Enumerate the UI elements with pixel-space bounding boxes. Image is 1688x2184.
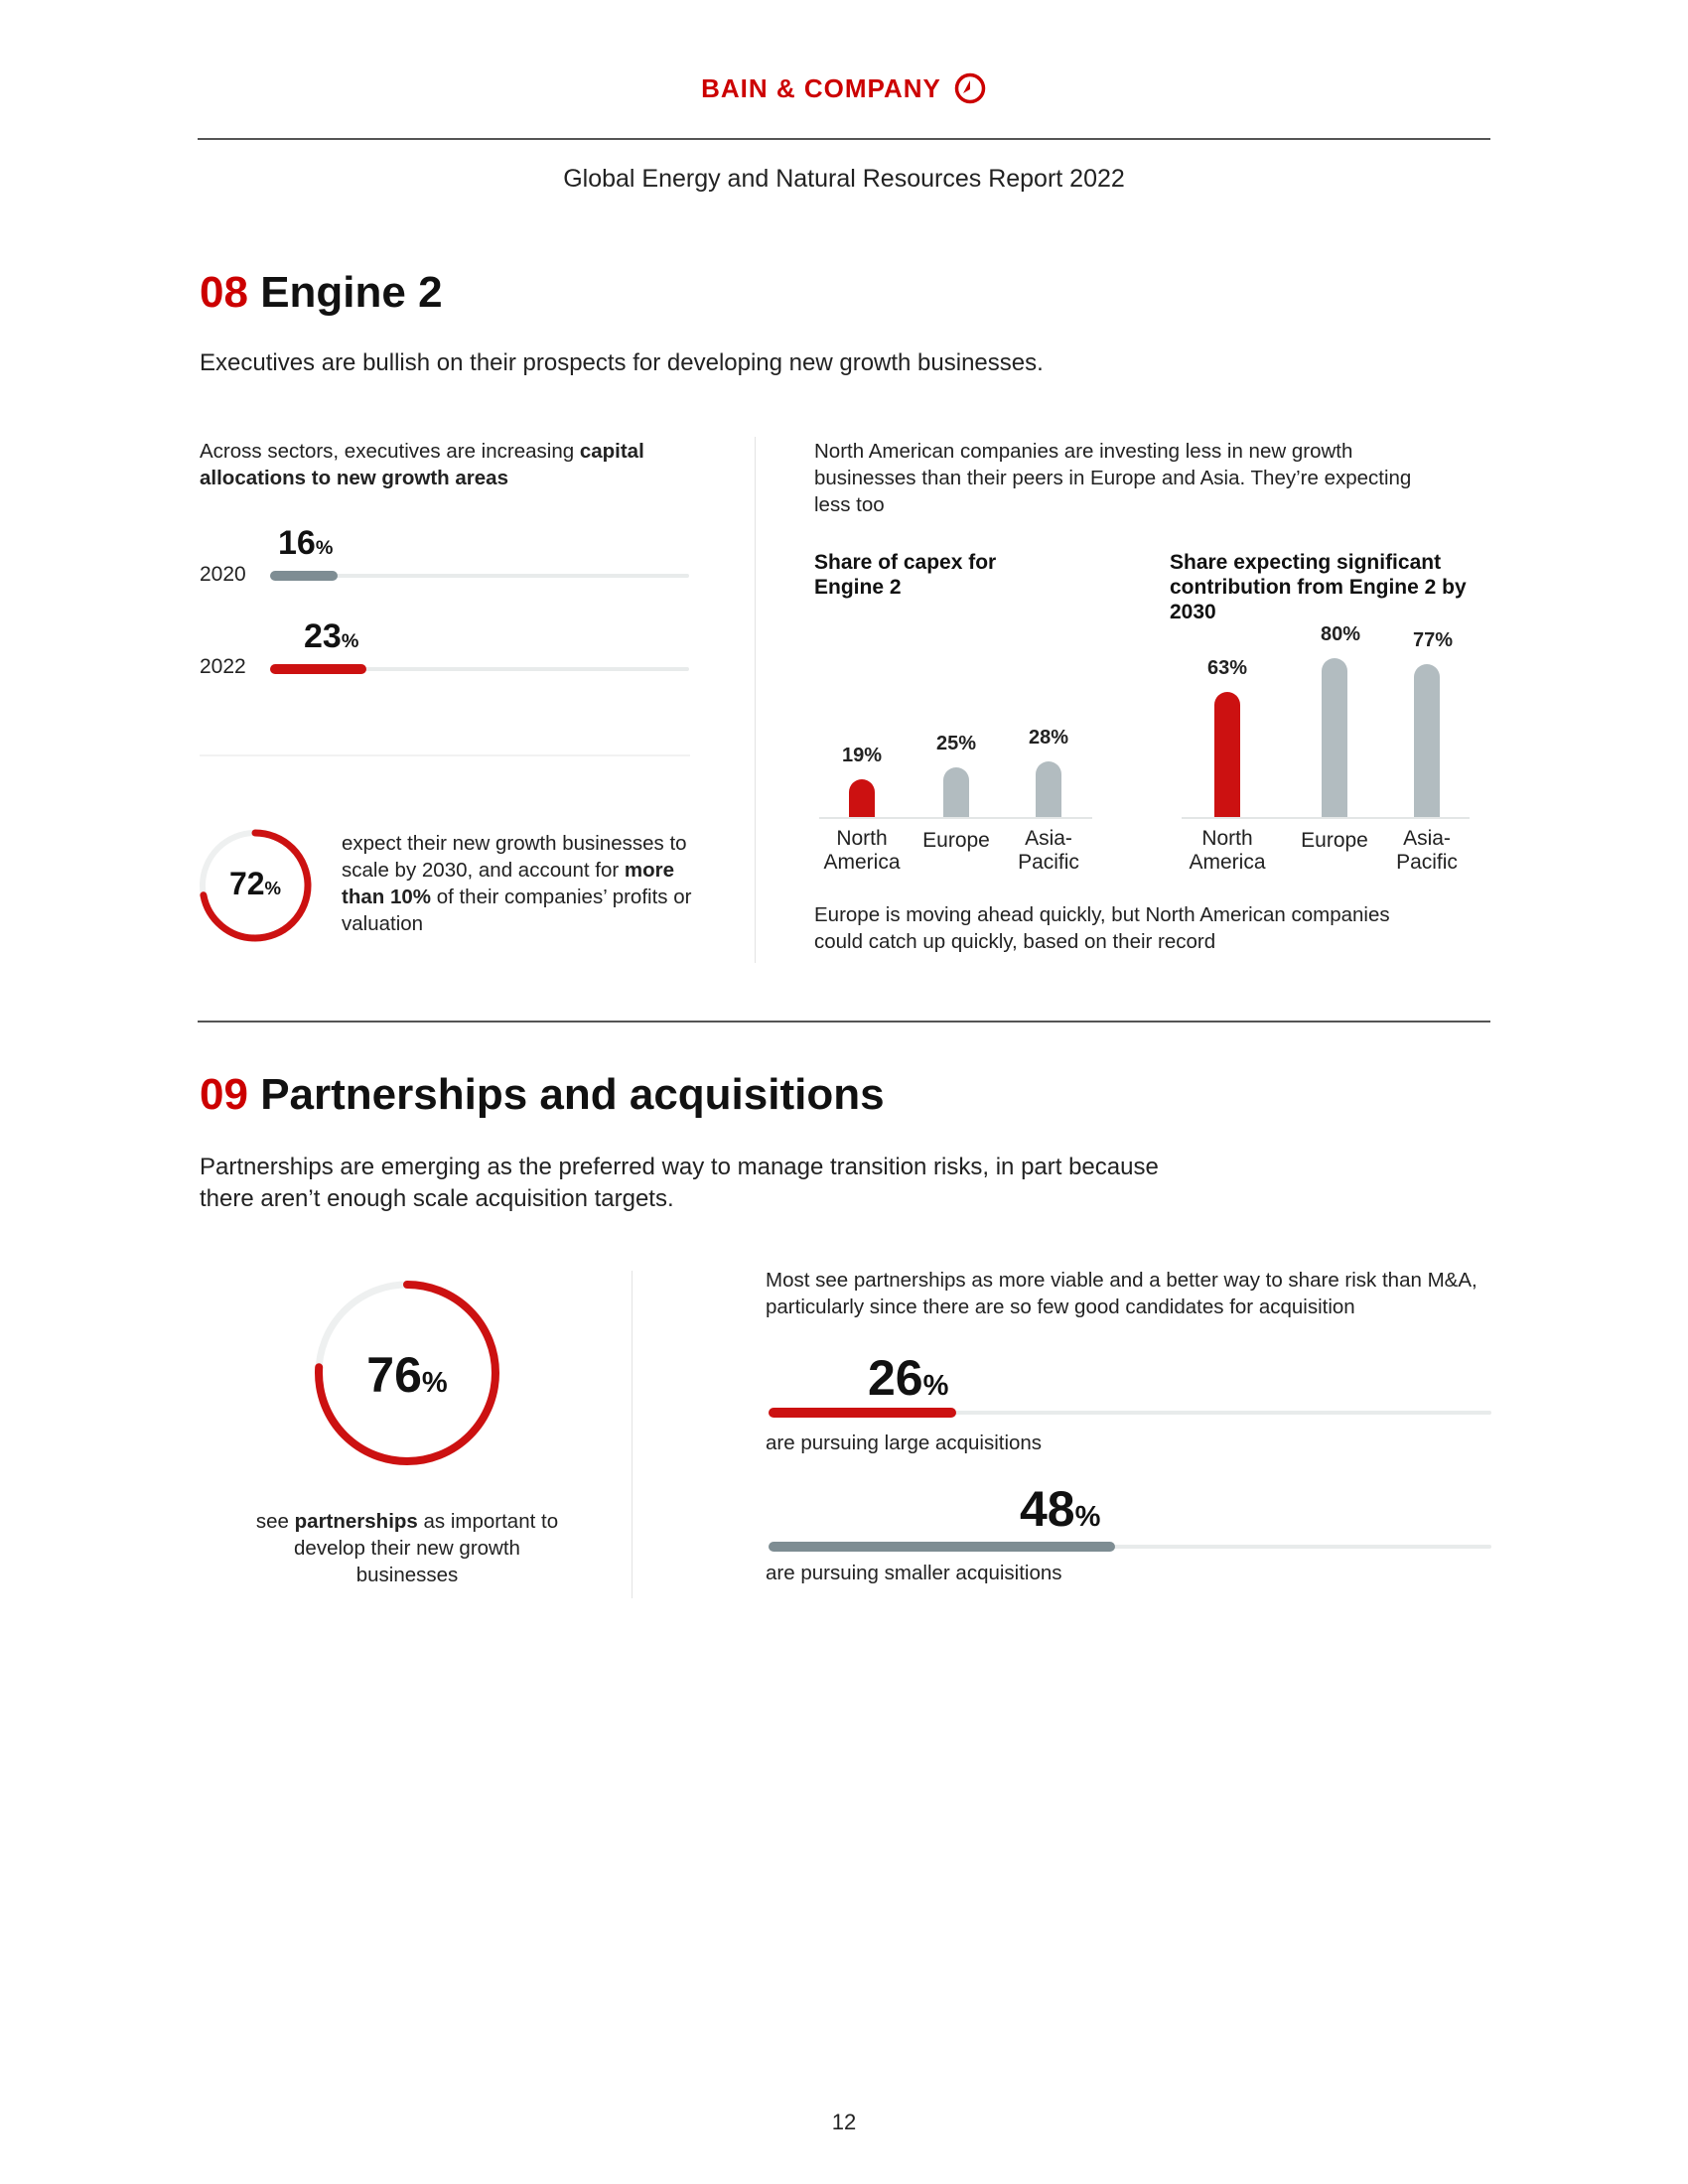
small-acq-label: are pursuing smaller acquisitions	[766, 1562, 1062, 1584]
growth-value: 72%	[228, 866, 282, 901]
section-08-title	[200, 268, 443, 318]
growth-text: expect their new growth businesses to scale by 2030, and account for more than 10% of their companies’ profits or valuation	[342, 832, 692, 935]
year-2022-label: 2022	[200, 655, 246, 678]
partnerships-divider	[632, 1271, 633, 1598]
capital-2022-value: 23%	[304, 617, 359, 655]
contribution-chart-title: Share expecting significant contribution from Engine 2 by 2030	[1170, 551, 1467, 623]
large-acq-bar	[769, 1408, 956, 1418]
capex-category-label: Europe	[922, 829, 990, 852]
section-08-subtitle: Executives are bullish on their prospects for developing new growth businesses.	[200, 349, 1044, 376]
report-title: Global Energy and Natural Resources Report 2022	[563, 165, 1125, 193]
section-rule	[198, 1021, 1490, 1023]
contribution-category-label: North	[1201, 827, 1253, 850]
capex-value-label: 19%	[841, 745, 883, 766]
contribution-bar-asia-pacific	[1414, 664, 1440, 817]
capex-bar-europe	[943, 767, 969, 817]
capex-category-label: Asia-	[1025, 827, 1072, 850]
brand-logo	[0, 71, 1688, 105]
capex-category-label: North	[836, 827, 888, 850]
capex-chart-title: Share of capex for Engine 2	[814, 551, 997, 599]
capital-note	[200, 438, 716, 491]
small-acq-value: 48%	[1020, 1481, 1101, 1537]
regional-bar-charts	[794, 615, 1489, 893]
partnerships-caption: see partnerships as important to develop their new growth businesses	[255, 1510, 559, 1586]
capital-note-bold: capital allocations to new growth areas	[200, 440, 644, 489]
page-number: 12	[831, 2110, 857, 2134]
section-09-heading: Partnerships and acquisitions	[260, 1070, 885, 1119]
brand-name: BAIN & COMPANY	[701, 72, 941, 103]
capex-value-label: 25%	[935, 733, 977, 754]
capex-value-label: 28%	[1028, 727, 1069, 749]
contribution-value-label: 63%	[1206, 657, 1248, 679]
contribution-value-label: 77%	[1412, 629, 1454, 651]
year-2020-label: 2020	[200, 563, 246, 586]
section-08-heading: Engine 2	[260, 268, 443, 317]
capex-bar-north-america	[849, 779, 875, 817]
contribution-category-label: Asia-	[1403, 827, 1451, 850]
section-09-subtitle-line2: there aren’t enough scale acquisition targets.	[200, 1185, 674, 1212]
contribution-category-label: Europe	[1301, 829, 1368, 852]
large-acq-value: 26%	[868, 1350, 949, 1406]
regional-note: North American companies are investing less in new growth businesses than their peers in Europe and Asia. They’re expecting less too	[814, 440, 1412, 516]
capital-note-text: Across sectors, executives are increasing	[200, 440, 580, 463]
capital-2020-bar	[270, 571, 338, 581]
regional-footnote: Europe is moving ahead quickly, but North American companies could catch up quickly, based on their record	[814, 903, 1390, 953]
capital-2022-bar	[270, 664, 366, 674]
section-09-number: 09	[200, 1070, 248, 1119]
capex-category-label: America	[823, 851, 901, 874]
contribution-value-label: 80%	[1320, 623, 1361, 645]
contribution-bar-north-america	[1214, 692, 1240, 817]
section-08-number: 08	[200, 268, 248, 317]
partnerships-value: 76%	[366, 1347, 448, 1403]
contribution-bar-europe	[1322, 658, 1347, 817]
large-acq-label: are pursuing large acquisitions	[766, 1432, 1043, 1454]
small-acq-bar	[769, 1542, 1115, 1552]
capex-bar-asia-pacific	[1036, 761, 1061, 817]
section-09-subtitle	[200, 1152, 1159, 1215]
left-divider	[200, 754, 690, 756]
column-divider	[755, 437, 756, 963]
brand-mark-icon	[953, 71, 987, 105]
section-09-title	[200, 1070, 885, 1120]
contribution-category-label: Pacific	[1396, 851, 1458, 874]
contribution-category-label: America	[1189, 851, 1266, 874]
partnerships-note: Most see partnerships as more viable and a better way to share risk than M&A, particularly since there are so few good candidates for acquisition	[766, 1269, 1477, 1318]
capital-2020-value: 16%	[278, 524, 334, 562]
section-09-subtitle-line1: Partnerships are emerging as the preferred way to manage transition risks, in part because	[200, 1154, 1159, 1180]
capex-category-label: Pacific	[1018, 851, 1079, 874]
header-rule	[198, 138, 1490, 140]
